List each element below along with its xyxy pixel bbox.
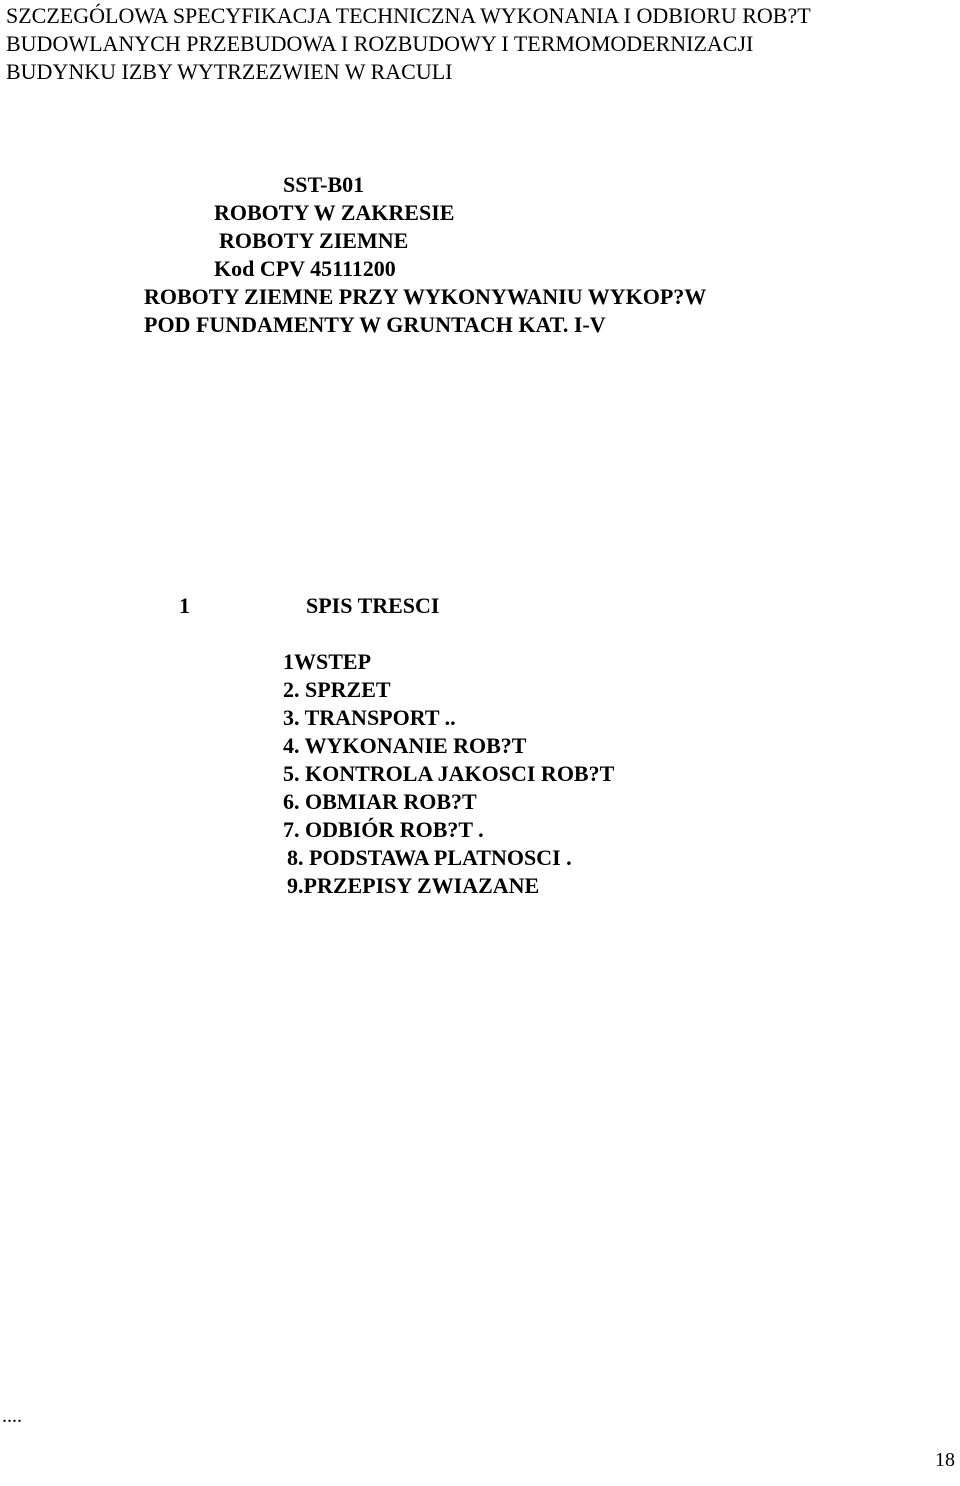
toc-title: SPIS TRESCI — [306, 593, 440, 618]
header-line-2: BUDOWLANYCH PRZEBUDOWA I ROZBUDOWY I TERMOMODERNIZACJI — [6, 31, 754, 56]
toc-item: 7. ODBIÓR ROB?T . — [283, 817, 484, 842]
toc-item: 5. KONTROLA JAKOSCI ROB?T — [283, 761, 615, 786]
toc-item: 1WSTEP — [283, 649, 372, 674]
toc-section-number: 1 — [179, 593, 190, 618]
toc-item: 2. SPRZET — [283, 677, 391, 702]
spec-code: SST-B01 — [283, 172, 365, 197]
toc-item: 9.PRZEPISY ZWIAZANE — [287, 873, 540, 898]
footer-ellipsis: .... — [2, 1405, 22, 1427]
toc-item: 3. TRANSPORT .. — [283, 705, 456, 730]
spec-description-line-2: POD FUNDAMENTY W GRUNTACH KAT. I-V — [144, 312, 606, 337]
toc-item: 8. PODSTAWA PLATNOSCI . — [287, 845, 572, 870]
toc-item: 6. OBMIAR ROB?T — [283, 789, 477, 814]
spec-scope: ROBOTY ZIEMNE — [219, 228, 409, 253]
spec-description-line-1: ROBOTY ZIEMNE PRZY WYKONYWANIU WYKOP?W — [144, 284, 707, 309]
spec-scope-label: ROBOTY W ZAKRESIE — [214, 200, 455, 225]
spec-cpv-code: Kod CPV 45111200 — [214, 256, 396, 281]
header-line-3: BUDYNKU IZBY WYTRZEZWIEN W RACULI — [6, 59, 453, 84]
page-number: 18 — [935, 1449, 955, 1471]
toc-item: 4. WYKONANIE ROB?T — [283, 733, 527, 758]
header-line-1: SZCZEGÓLOWA SPECYFIKACJA TECHNICZNA WYKONANIA I ODBIORU ROB?T — [6, 3, 811, 28]
